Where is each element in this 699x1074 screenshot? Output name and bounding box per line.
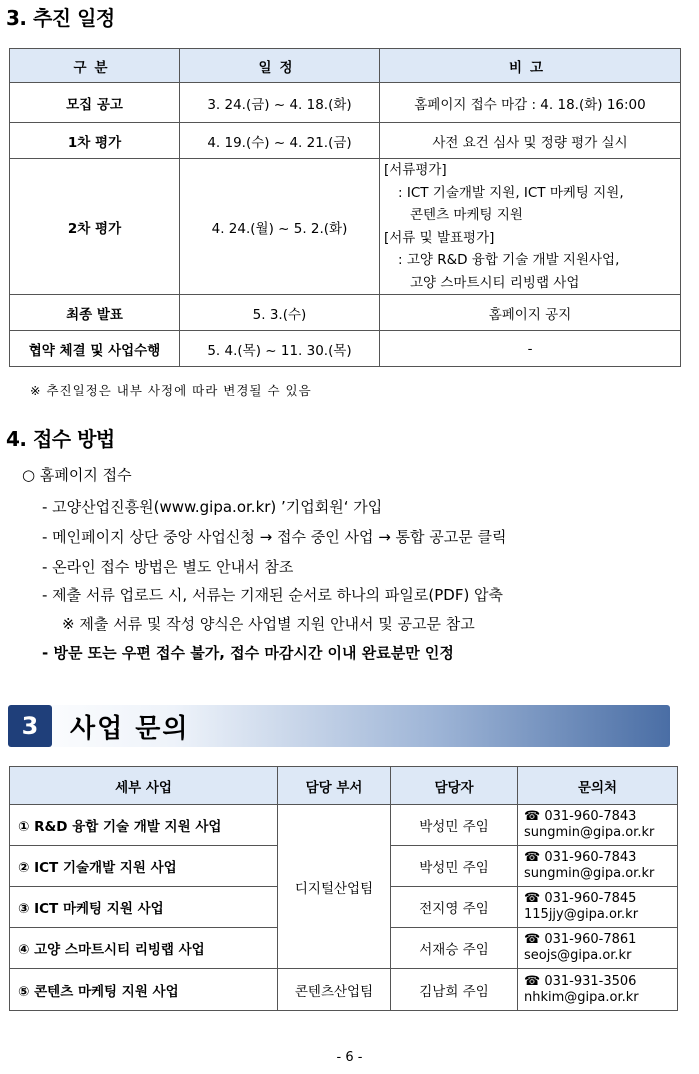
schedule-footnote: ※ 추진일정은 내부 사정에 따라 변경될 수 있음 [30, 383, 312, 398]
section-title-schedule: 3. 추진 일정 [6, 6, 115, 30]
table-row: ④ 고양 스마트시티 리빙랩 사업 서재승 주임 ☎ 031-960-7861 seojs@gipa.or.kr [10, 928, 678, 969]
list-item: ※ 제출 서류 및 작성 양식은 사업별 지원 안내서 및 공고문 참고 [62, 615, 475, 633]
email-link[interactable]: sungmin@gipa.or.kr [524, 866, 655, 881]
header-remarks: 비고 [380, 49, 681, 83]
table-row: ② ICT 기술개발 지원 사업 박성민 주임 ☎ 031-960-7843 sungmin@gipa.or.kr [10, 846, 678, 887]
phone-icon: ☎ [524, 809, 541, 824]
header-project: 세부 사업 [10, 767, 278, 805]
table-row: ① R&D 융합 기술 개발 지원 사업 디지털산업팀 박성민 주임 ☎ 031-960-7843 sungmin@gipa.or.kr [10, 805, 678, 846]
table-row: ③ ICT 마케팅 지원 사업 전지영 주임 ☎ 031-960-7845 115jjy@gipa.or.kr [10, 887, 678, 928]
header-contact: 문의처 [518, 767, 678, 805]
email-link[interactable]: sungmin@gipa.or.kr [524, 825, 655, 840]
inquiry-table [9, 766, 678, 1011]
phone-icon: ☎ [524, 973, 541, 989]
dept-digital: 디지털산업팀 [278, 805, 391, 969]
table-row: 최종 발표 5. 3.(수) 홈페이지 공지 [10, 295, 681, 331]
phone-icon: ☎ [524, 932, 541, 947]
list-item: - 온라인 접수 방법은 별도 안내서 참조 [42, 558, 294, 576]
table-row: ⑤ 콘텐츠 마케팅 지원 사업 콘텐츠산업팀 김남희 주임 ☎ 031-931-3506 nhkim@gipa.or.kr [10, 969, 678, 1011]
page-number: - 6 - [336, 1050, 363, 1065]
list-item: - 메인페이지 상단 중앙 사업신청 → 접수 중인 사업 → 통합 공고문 클릭 [42, 528, 507, 546]
schedule-table [9, 48, 681, 367]
list-item: - 제출 서류 업로드 시, 서류는 기재된 순서로 하나의 파일로(PDF) 압축 [42, 586, 504, 604]
email-link[interactable]: nhkim@gipa.or.kr [524, 989, 639, 1005]
second-eval-notes: [서류평가] : ICT 기술개발 지원, ICT 마케팅 지원, 콘텐츠 마케팅 지원 [서류 및 발표평가] : 고양 R&D 융합 기술 개발 지원사업, 고양 스마트시티 리빙랩 사업 [380, 159, 681, 295]
inquiry-title: 사업 문의 [70, 714, 190, 744]
header-department: 담당 부서 [278, 767, 391, 805]
table-row: 모집 공고 3. 24.(금) ~ 4. 18.(화) 홈페이지 접수 마감 : 4. 18.(화) 16:00 [10, 83, 681, 123]
header-schedule: 일정 [180, 49, 380, 83]
header-person: 담당자 [391, 767, 518, 805]
table-row: 1차 평가 4. 19.(수) ~ 4. 21.(금) 사전 요건 심사 및 정량 평가 실시 [10, 123, 681, 159]
email-link[interactable]: 115jjy@gipa.or.kr [524, 907, 639, 922]
list-item: - 방문 또는 우편 접수 불가, 접수 마감시간 이내 완료분만 인정 [42, 644, 454, 662]
phone-icon: ☎ [524, 891, 541, 906]
table-row: 2차 평가 4. 24.(월) ~ 5. 2.(화) [서류평가] : ICT 기술개발 지원, ICT 마케팅 지원, 콘텐츠 마케팅 지원 [서류 및 발표평가] : 고양 R&D 융합 기술 개발 지원사업, 고양 스마트시티 리빙랩 사업 [10, 159, 681, 295]
header-category: 구분 [10, 49, 180, 83]
section-title-application: 4. 접수 방법 [6, 427, 115, 451]
phone-icon: ☎ [524, 850, 541, 865]
main-bullet: ○ 홈페이지 접수 [22, 466, 132, 484]
list-item: - 고양산업진흥원(www.gipa.or.kr) ’기업회원‘ 가입 [42, 498, 383, 516]
inquiry-number: 3 [8, 705, 52, 747]
table-row: 협약 체결 및 사업수행 5. 4.(목) ~ 11. 30.(목) - [10, 331, 681, 367]
dept-content: 콘텐츠산업팀 [278, 969, 391, 1011]
email-link[interactable]: seojs@gipa.or.kr [524, 948, 632, 963]
